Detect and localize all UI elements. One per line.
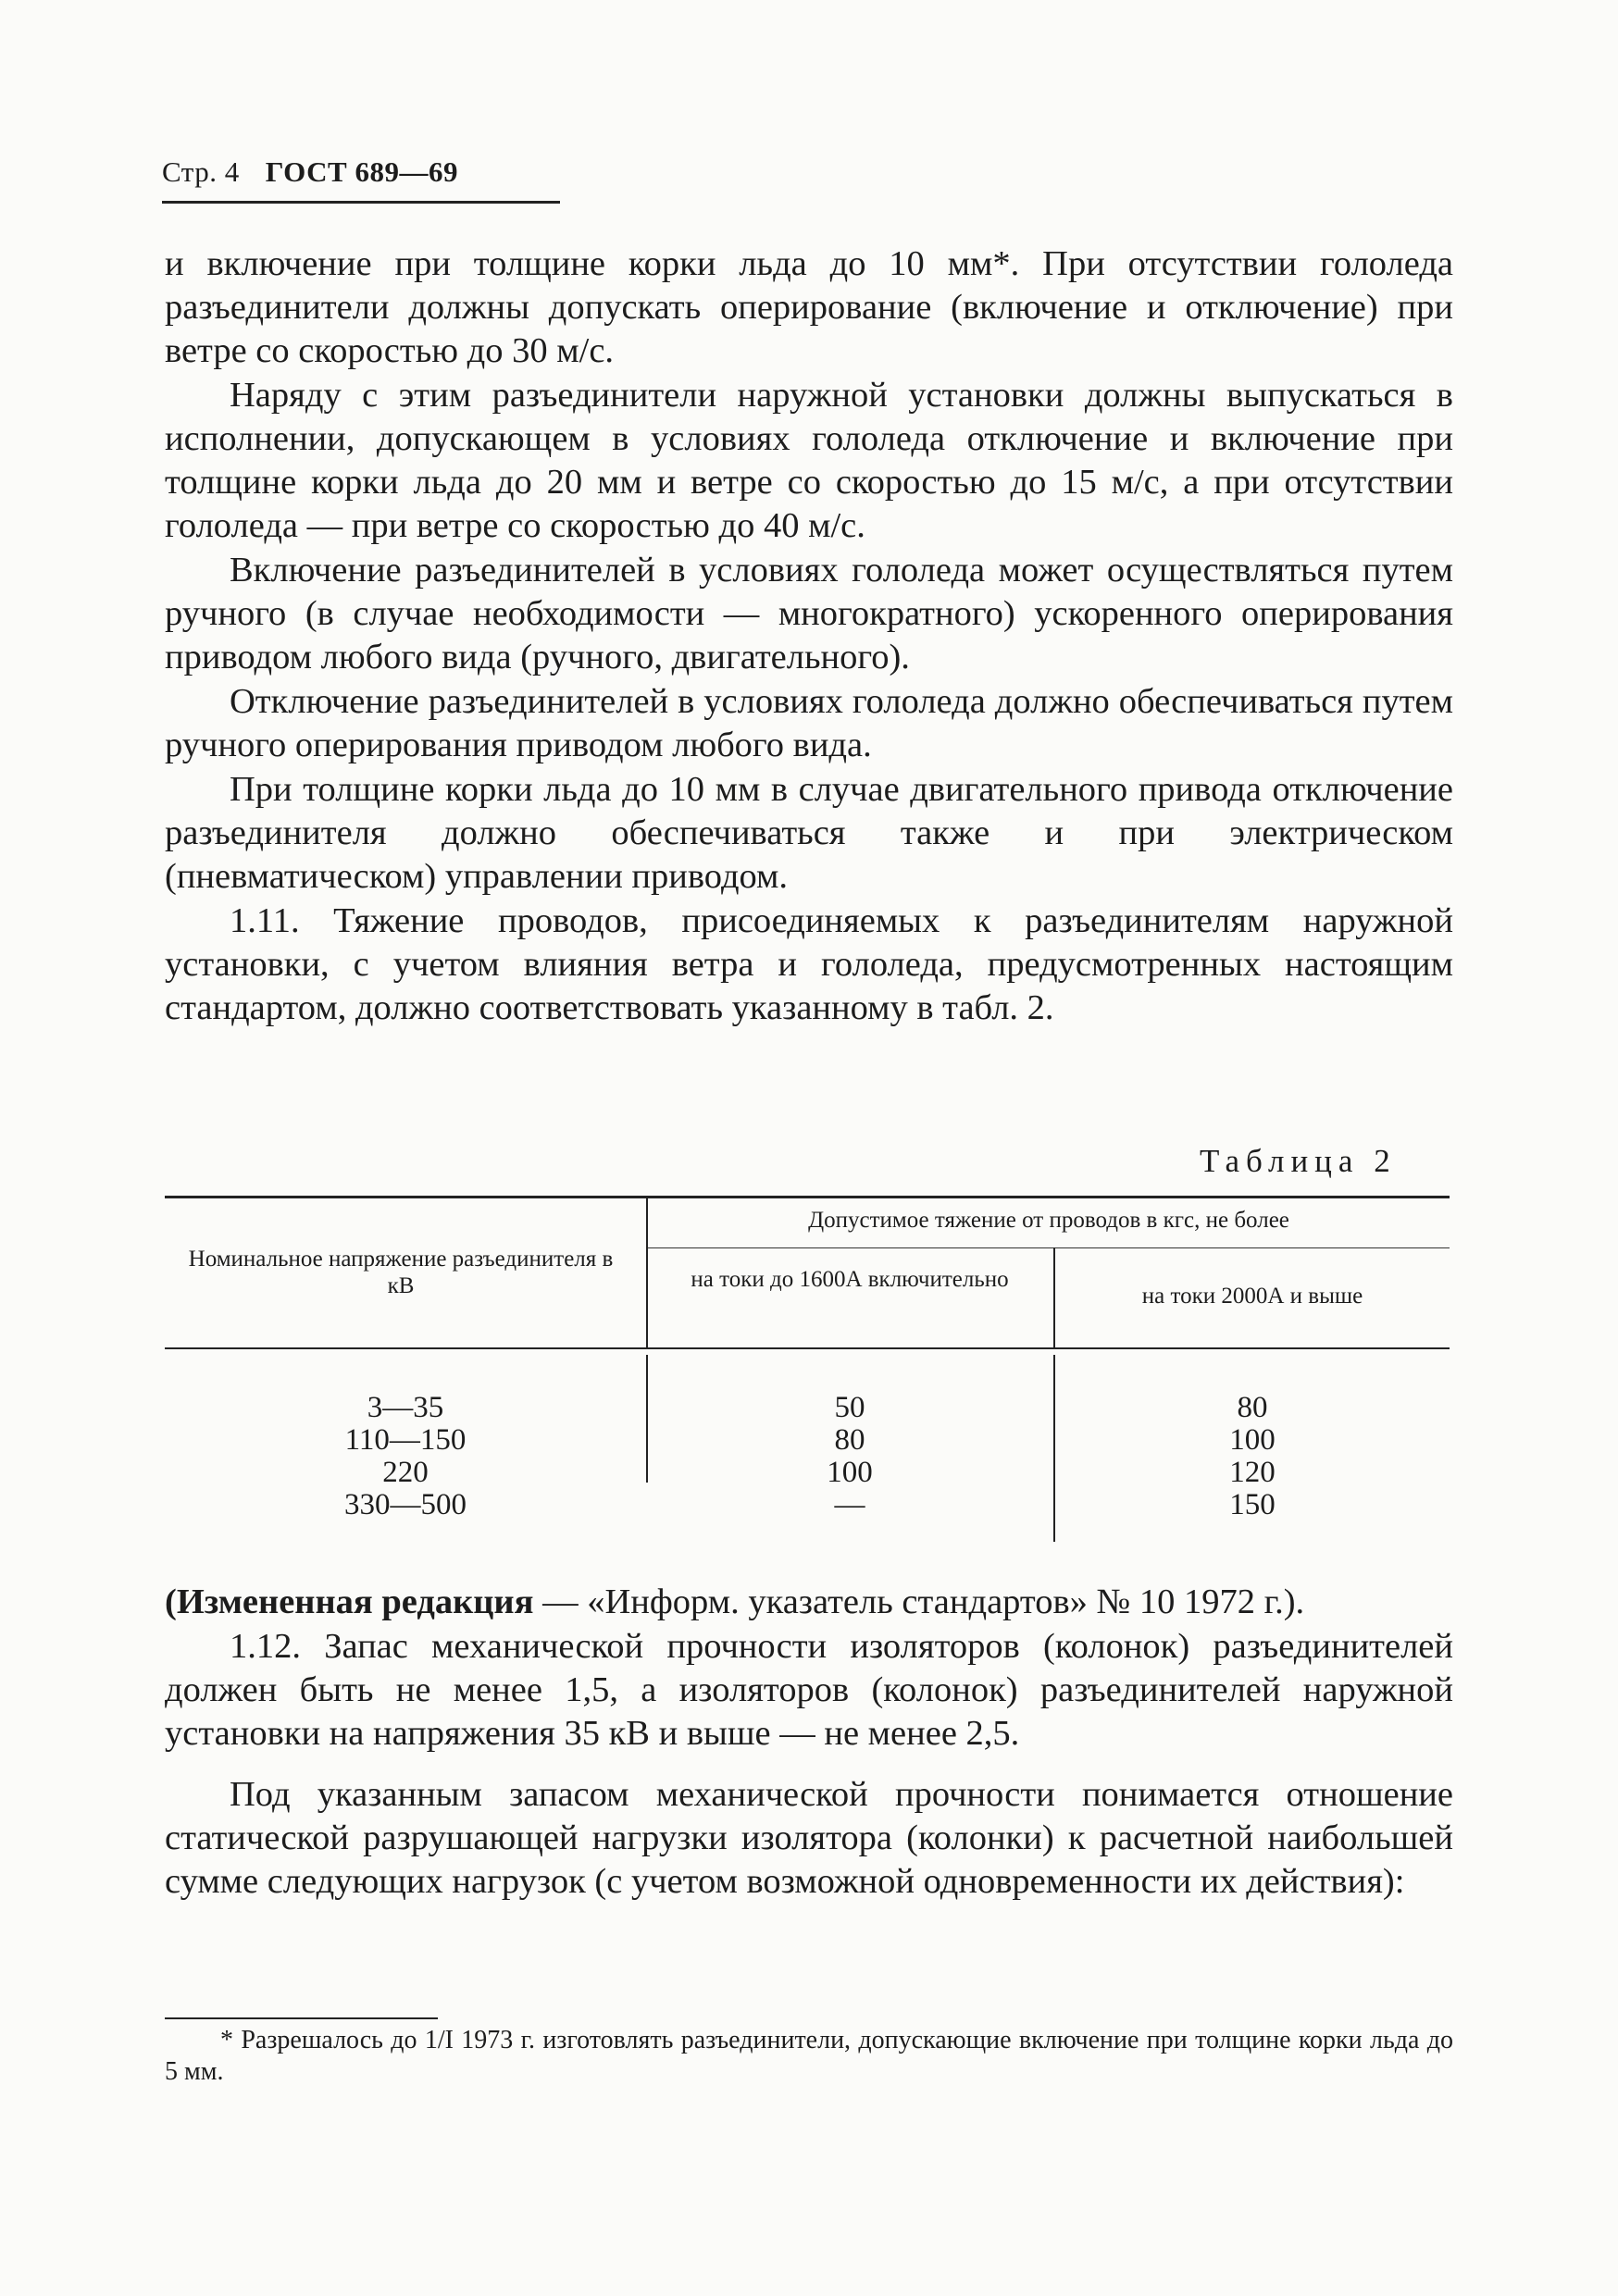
table-divider [1053,1355,1055,1542]
table-top-rule [165,1196,1450,1198]
table-header-rule [165,1347,1450,1349]
col-voltage-header: Номинальное напряжение разъединителя в кВ [188,1247,614,1298]
table-cell: 330—500 [344,1488,467,1521]
table-cell: 80 [1237,1391,1268,1424]
paragraph-1-12: 1.12. Запас механической прочности изоляторов (колонок) разъединителей должен быть не менее 1,5, а изоляторов (колонок) разъединителей наружной установки на напряжения 35 кВ и выше — не менее 2,5. [165,1627,1453,1753]
header-rule [162,201,560,204]
table-cell: 110—150 [344,1423,467,1457]
page-header [162,155,458,189]
paragraph-1-11: 1.11. Тяжение проводов, присоединяемых к разъединителям наружной установки, с учетом влияния ветра и гололеда, предусмотренных настоящим стандартом, должно соответствовать указанному в табл. 2. [165,901,1453,1027]
lower-text [165,1581,1453,1905]
table-cell: — [834,1488,865,1521]
table-divider [1053,1247,1055,1347]
table-cell: 80 [834,1423,865,1457]
table-cell: 150 [1229,1488,1276,1521]
group-tension-header: Допустимое тяжение от проводов в кгс, не более [808,1208,1289,1233]
table-cell: 120 [1229,1456,1276,1489]
paragraph-motor-drive: При толщине корки льда до 10 мм в случае двигательного привода отключение разъединителя должно обеспечиваться также и при электрическом (пневматическом) управлении приводом. [165,770,1453,896]
amendment-source: — «Информ. указатель стандартов» № 10 1972 г.). [533,1582,1305,1621]
table-cell: 100 [1229,1423,1276,1457]
amendment-note [165,1581,1453,1624]
footnote-rule [165,2017,438,2019]
main-text [165,242,1453,1031]
paragraph-continuation: и включение при толщине корки льда до 10 мм*. При отсутствии гололеда разъединители должны допускать оперирование (включение и отключение) при ветре со скоростью до 30 м/с. [165,244,1453,370]
table-cell: 220 [382,1456,429,1489]
standard-code: ГОСТ 689—69 [265,155,458,188]
tension-table [165,1196,1450,1558]
table-cell: 3—35 [367,1391,444,1424]
col-2000-header: на токи 2000А и выше [1141,1284,1363,1309]
table-cell: 100 [827,1456,873,1489]
paragraph-switching-off: Отключение разъединителей в условиях гололеда должно обеспечиваться путем ручного оперирования приводом любого вида. [165,682,1453,764]
footnote: * Разрешалось до 1/I 1973 г. изготовлять разъединители, допускающие включение при толщине корки льда до 5 мм. [165,2026,1453,2086]
table-subheader-rule [646,1247,1450,1248]
table-caption: Таблица 2 [1200,1143,1397,1179]
amendment-label: (Измененная редакция [165,1582,534,1621]
paragraph-switching-on: Включение разъединителей в условиях гололеда может осуществляться путем ручного (в случае необходимости — многократного) ускоренного оперирования приводом любого вида (ручного, двигательного). [165,551,1453,676]
page-number: Стр. 4 [162,155,240,188]
paragraph-strength-definition: Под указанным запасом механической прочности понимается отношение статической разрушающей нагрузки изолятора (колонки) к расчетной наибольшей сумме следующих нагрузок (с учетом возможной одновременности их действия): [165,1775,1453,1901]
paragraph-outdoor-ice: Наряду с этим разъединители наружной установки должны выпускаться в исполнении, допускающем в условиях гололеда отключение и включение при толщине корки льда до 20 мм и ветре со скоростью до 15 м/с, а при отсутствии гололеда — при ветре со скоростью до 40 м/с. [165,376,1453,545]
table-divider [646,1196,648,1347]
col-1600-header: на токи до 1600А включительно [691,1267,1009,1292]
table-divider [646,1355,648,1483]
table-cell: 50 [834,1391,865,1424]
